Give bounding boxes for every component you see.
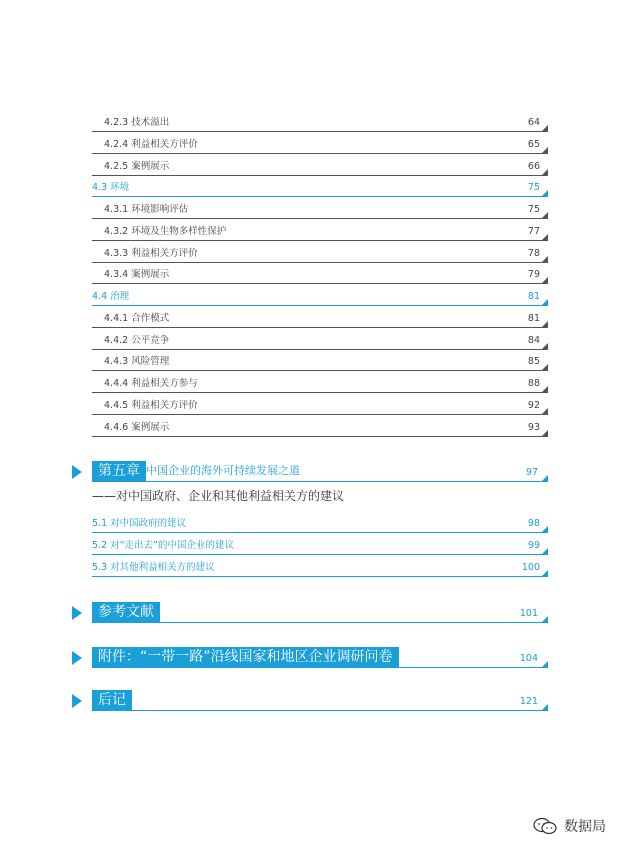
toc-item[interactable] [92, 221, 548, 241]
toc-item-page: 84 [527, 334, 540, 346]
toc-item-page: 100 [521, 562, 540, 573]
corner-mark [542, 616, 548, 622]
toc-item[interactable] [92, 330, 548, 350]
toc-item-label: 4.2.5 案例展示 [104, 160, 170, 172]
wechat-icon [532, 817, 558, 835]
toc-item[interactable] [92, 535, 548, 555]
corner-mark [542, 212, 548, 218]
toc-item-page: 81 [527, 291, 540, 302]
toc-item[interactable] [92, 264, 548, 284]
afterword-marker-icon [72, 694, 82, 708]
corner-mark [542, 570, 548, 576]
toc-section-row[interactable] [92, 177, 548, 197]
toc-item-label: 4.4.4 利益相关方参与 [104, 378, 198, 389]
toc-item-label: 4.4 治理 [92, 291, 130, 302]
toc-item-page: 65 [527, 138, 540, 150]
corner-mark [542, 526, 548, 532]
toc-item-label: 4.2.3 技术溢出 [104, 117, 170, 128]
toc-item[interactable] [92, 243, 548, 263]
watermark [532, 816, 606, 836]
appendix-row[interactable] [92, 646, 548, 668]
toc-item[interactable] [92, 112, 548, 132]
corner-mark [542, 386, 548, 392]
afterword-chip: 后记 [92, 690, 132, 710]
toc-item-page: 75 [527, 204, 540, 215]
toc-item[interactable] [92, 199, 548, 219]
toc-item-label: 4.4.6 案例展示 [104, 421, 170, 433]
toc-item-page: 92 [527, 399, 540, 411]
corner-mark [542, 364, 548, 370]
toc-item-page: 99 [527, 540, 540, 551]
toc-item-label: 4.3.3 利益相关方评价 [104, 247, 198, 259]
chapter5-marker-icon [72, 465, 82, 479]
chapter5-row[interactable] [92, 460, 548, 482]
toc-item-page: 85 [527, 356, 540, 368]
chapter5-title: 中国企业的海外可持续发展之道 [146, 464, 300, 477]
toc-item[interactable] [92, 557, 548, 577]
toc-item[interactable] [92, 156, 548, 176]
toc-item[interactable] [92, 417, 548, 437]
corner-mark [542, 661, 548, 667]
appendix-chip: 附件：“一带一路”沿线国家和地区企业调研问卷 [92, 647, 399, 667]
toc-item-label: 4.4.3 风险管理 [104, 356, 170, 368]
toc-item-page: 77 [527, 225, 540, 237]
corner-mark [542, 548, 548, 554]
appendix-marker-icon [72, 651, 82, 665]
corner-mark [542, 169, 548, 175]
corner-mark [542, 343, 548, 349]
toc-item-label: 4.4.1 合作模式 [104, 312, 170, 324]
corner-mark [542, 299, 548, 305]
corner-mark [542, 125, 548, 131]
toc-item-label: 4.4.5 利益相关方评价 [104, 399, 198, 411]
references-page: 101 [519, 608, 538, 619]
toc-item-page: 88 [527, 378, 540, 389]
toc-item-page: 75 [527, 182, 540, 194]
corner-mark [542, 430, 548, 436]
afterword-page: 121 [519, 696, 538, 707]
toc-item-label: 5.3 对其他利益相关方的建议 [92, 562, 215, 573]
references-chip: 参考文献 [92, 602, 160, 622]
toc-item-label: 4.2.4 利益相关方评价 [104, 138, 198, 150]
toc-item[interactable] [92, 134, 548, 154]
watermark-text: 数据局 [564, 819, 606, 835]
toc-item-label: 4.4.2 公平竞争 [104, 334, 170, 346]
corner-mark [542, 256, 548, 262]
toc-item-label: 4.3.1 环境影响评估 [104, 204, 189, 215]
toc-item[interactable] [92, 308, 548, 328]
corner-mark [542, 277, 548, 283]
chapter5-page: 97 [525, 467, 538, 478]
corner-mark [542, 321, 548, 327]
toc-item[interactable] [92, 395, 548, 415]
corner-mark [542, 190, 548, 196]
toc-item[interactable] [92, 373, 548, 393]
toc-item-page: 98 [527, 518, 540, 529]
chapter5-subtitle: ——对中国政府、企业和其他利益相关方的建议 [92, 489, 345, 503]
toc-item-page: 66 [527, 160, 540, 172]
references-row[interactable] [92, 601, 548, 623]
toc-item-page: 79 [527, 269, 540, 281]
toc-item-label: 5.1 对中国政府的建议 [92, 518, 187, 529]
toc-item-page: 81 [527, 312, 540, 324]
toc-item-page: 78 [527, 247, 540, 259]
toc-item-label: 4.3 环境 [92, 182, 130, 194]
corner-mark [542, 147, 548, 153]
toc-item-page: 64 [527, 117, 540, 128]
corner-mark [542, 408, 548, 414]
chapter5-chip: 第五章 [92, 461, 146, 481]
toc-section-row[interactable] [92, 286, 548, 306]
appendix-page: 104 [519, 653, 538, 664]
references-marker-icon [72, 606, 82, 620]
afterword-row[interactable] [92, 689, 548, 711]
toc-item-label: 5.2 对“走出去”的中国企业的建议 [92, 540, 234, 551]
corner-mark [542, 234, 548, 240]
toc-item-label: 4.3.4 案例展示 [104, 269, 170, 281]
corner-mark [542, 704, 548, 710]
toc-item-page: 93 [527, 421, 540, 433]
toc-item[interactable] [92, 513, 548, 533]
toc-item-label: 4.3.2 环境及生物多样性保护 [104, 225, 227, 237]
corner-mark [542, 475, 548, 481]
toc-item[interactable] [92, 351, 548, 371]
